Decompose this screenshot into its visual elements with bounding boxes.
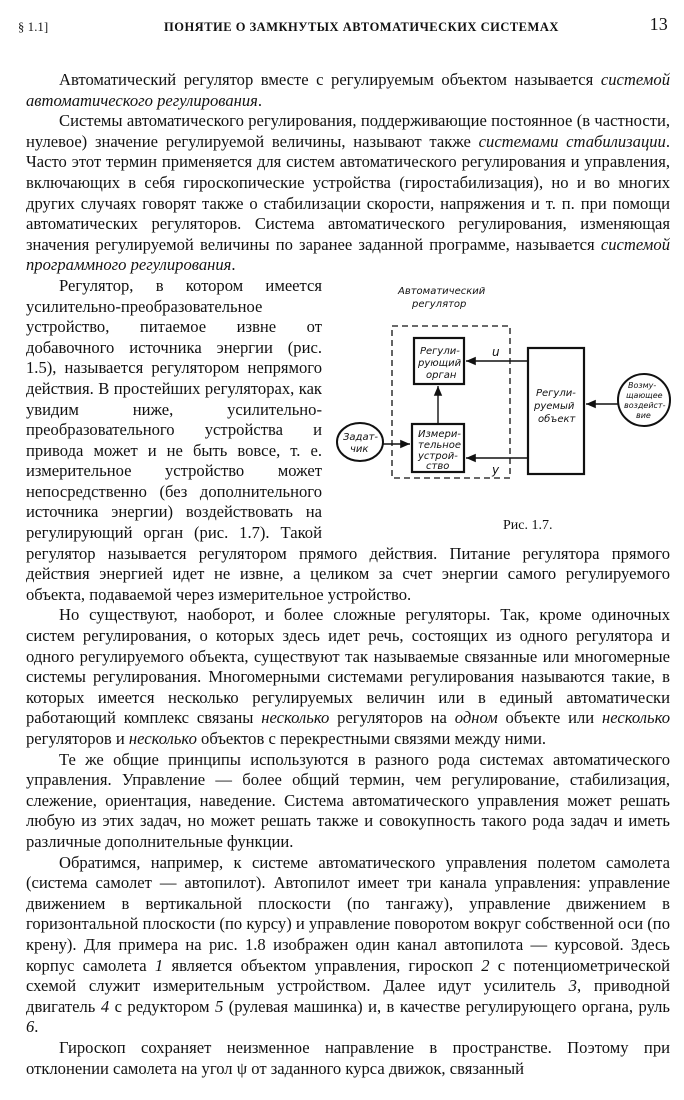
block-label: ство xyxy=(426,460,450,472)
running-header xyxy=(14,14,670,38)
block-label: рующий xyxy=(418,357,462,369)
block-label: Измери- xyxy=(418,428,461,440)
block-label: объект xyxy=(538,413,576,425)
signal-label: y xyxy=(492,462,500,477)
page-number: 13 xyxy=(649,14,668,34)
regulator-label: регулятор xyxy=(412,298,467,310)
signal-label: u xyxy=(492,344,500,359)
block-label: тельное xyxy=(418,439,462,451)
section-ref: § 1.1] xyxy=(18,20,49,34)
block-label: воздейст- xyxy=(624,400,666,410)
paragraph: Системы автоматического регулирования, поддерживающие постоянное (в частности, нулевое) значение регулируемой величины, называют также системами стабилизации. Часто этот термин применяется для систем автоматического регулирования и управления, включающих в себя гироскопические устройства (гиростабилизация), но и во многих других случаях говорят также о стабилизации скорости, напряжения и т. п. при помощи автоматических регуляторов. Система автоматического регулирования, изменяющая значения регулируемой величины по заранее заданной программе, называется системой программного регулирования. xyxy=(26,111,670,275)
block-label: Возму- xyxy=(628,380,657,390)
paragraph: Те же общие принципы используются в разного рода системах автоматического управления. Управление — более общий термин, чем регулирование, стабилизация, слежение, ориентация, наведение. Система автоматического управления может решать любую из этих задач, но может решать также и совокупность такого рода задач и иметь различные дополнительные функции. xyxy=(26,749,670,851)
regulator-label: Автоматический xyxy=(398,285,486,297)
paragraph: Гироскоп сохраняет неизменное направление в пространстве. Поэтому при отклонении самолета на угол ψ от заданного курса движок, связанный xyxy=(26,1037,670,1078)
running-title: ПОНЯТИЕ О ЗАМКНУТЫХ АВТОМАТИЧЕСКИХ СИСТЕМАХ xyxy=(164,20,559,34)
paragraph: Автоматический регулятор вместе с регулируемым объектом называется системой автоматического регулирования. xyxy=(26,70,670,110)
block-label: руемый xyxy=(534,400,575,412)
body-text xyxy=(26,70,670,1079)
block-label: вие xyxy=(636,410,651,420)
block-label: устрой- xyxy=(418,450,458,462)
paragraph: Автоматический регулятор Регули- рующий орган Измери- тельное устрой- ство Регули- руемый объект Задат- чик Возму- щающее воздейст- вие u y Рис. 1.7. Регулятор, в котором имеется усилительно-преобразовательное устройство, питаемое извне от добавочного источника энергии (рис. 1.5), называется регулятором непрямого действия. В простейших регуляторах, как увидим ниже, усилительно-преобразовательного устройства и привода может и не быть вовсе, т. е. измерительное устройство может непосредственно (без дополнительного источника энергии) воздействовать на регулирующий орган (рис. 1.7). Такой регулятор называется регулятором прямого действия. Питание регулятора прямого действия энергией идет не извне, а целиком за счет энергии самого регулируемого объекта, подаваемой через измерительное устройство. xyxy=(26,276,670,606)
paragraph: Обратимся, например, к системе автоматического управления полетом самолета (система самолет — автопилот). Автопилот имеет три канала управления: управление движением в вертикальной плоскости (по тангажу), управление движением в горизонтальной плоскости (по курсу) и управление поворотом вокруг собственной оси (по крену). Для примера на рис. 1.8 изображен один канал автопилота — курсовой. Здесь корпус самолета 1 является объектом управления, гироскоп 2 с потенциометрической схемой служит измерительным устройством. Далее идут усилитель 3, приводной двигатель 4 с редуктором 5 (рулевая машинка) и, в качестве регулирующего органа, руль 6. xyxy=(26,852,670,1037)
block-label: орган xyxy=(426,369,457,381)
figure-caption: Рис. 1.7. xyxy=(503,517,553,533)
block-label: Задат- xyxy=(343,431,379,443)
paragraph: Но существуют, наоборот, и более сложные регуляторы. Так, кроме одиночных систем регулирования, о которых здесь идет речь, состоящих из одного регулятора и одного регулируемого объекта, существуют так называемые связанные или многомерные системы регулирования. Многомерными системами регулирования называются такие, в которых имеется несколько регулируемых величин или в единый автоматически работающий комплекс связаны несколько регуляторов на одном объекте или несколько регуляторов и несколько объектов с перекрестными связями между ними. xyxy=(26,605,671,748)
block-diagram xyxy=(332,278,684,510)
figure-1-7 xyxy=(332,278,684,540)
block-label: Регули- xyxy=(420,345,460,357)
block-label: чик xyxy=(350,443,369,455)
block-label: щающее xyxy=(626,390,663,400)
block-label: Регули- xyxy=(536,387,576,399)
